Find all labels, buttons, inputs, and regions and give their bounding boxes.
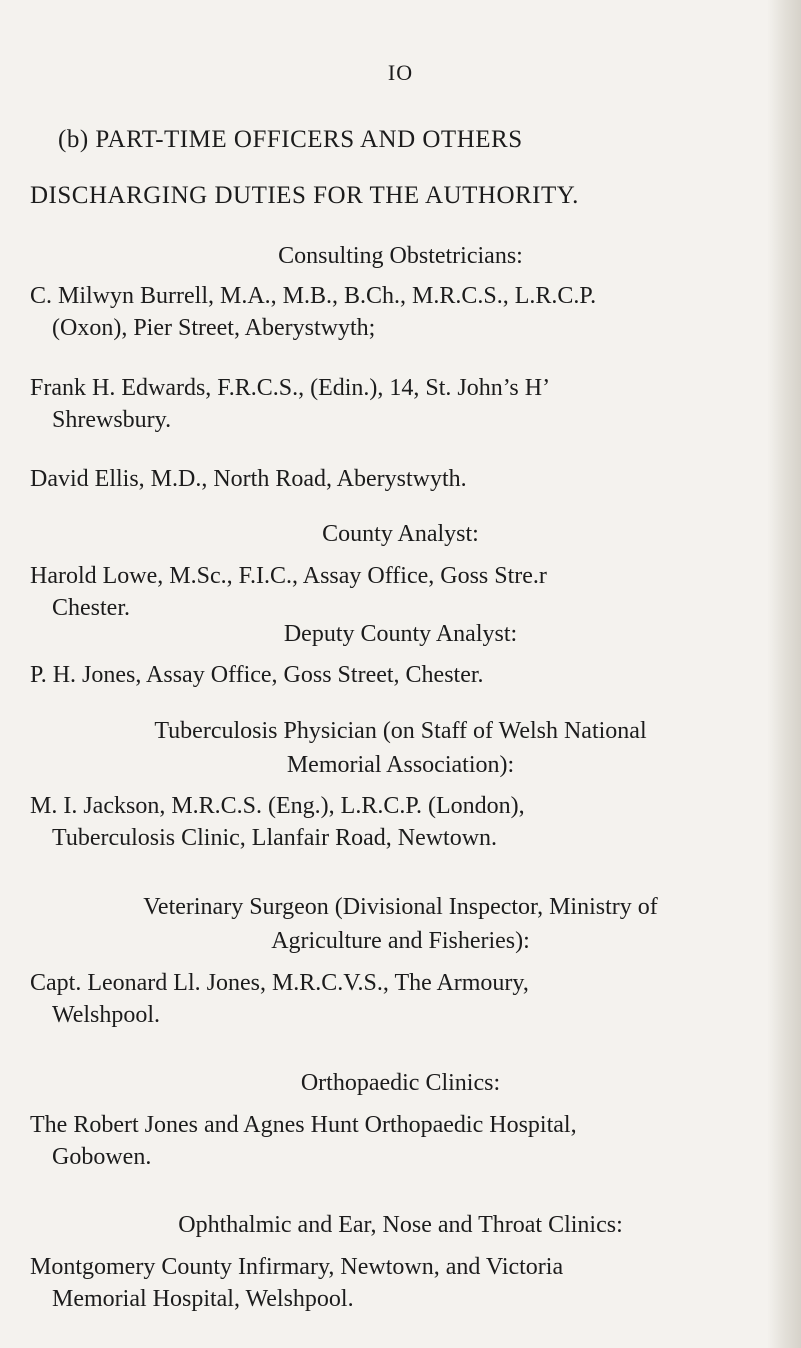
section-title-veterinary-surgeon: Veterinary Surgeon (Divisional Inspector, Ministry of — [143, 894, 658, 920]
section-title-tuberculosis-physician-line-2: Memorial Association): — [286, 752, 515, 778]
entry-line: C. Milwyn Burrell, M.A., M.B., B.Ch., M.R.C.S., L.R.C.P. — [30, 283, 597, 309]
heading-line-1: (b) PART-TIME OFFICERS AND OTHERS — [58, 126, 523, 153]
entry-line: Welshpool. — [52, 1002, 161, 1028]
entry-line: Tuberculosis Clinic, Llanfair Road, Newtown. — [52, 825, 498, 851]
entry-robert-jones-hospital — [30, 1112, 577, 1171]
page-number: IO — [387, 60, 414, 85]
entry-burrell — [30, 283, 765, 342]
section-title-deputy-county-analyst: Deputy County Analyst: — [283, 621, 518, 647]
entry-line: P. H. Jones, Assay Office, Goss Street, Chester. — [30, 662, 484, 688]
entry-line: Frank H. Edwards, F.R.C.S., (Edin.), 14, St. John’s H’ — [30, 375, 551, 401]
entry-line: Capt. Leonard Ll. Jones, M.R.C.V.S., The Armoury, — [30, 970, 529, 996]
heading-line-2: DISCHARGING DUTIES FOR THE AUTHORITY. — [30, 182, 579, 209]
section-title-consulting-obstetricians: Consulting Obstetricians: — [278, 243, 523, 269]
entry-line: M. I. Jackson, M.R.C.S. (Eng.), L.R.C.P. (London), — [30, 793, 525, 819]
entry-line: (Oxon), Pier Street, Aberystwyth; — [52, 315, 376, 341]
entry-edwards — [30, 375, 770, 434]
entry-montgomery-infirmary — [30, 1254, 563, 1313]
entry-line: Montgomery County Infirmary, Newtown, and Victoria — [30, 1254, 564, 1280]
entry-line: Chester. — [52, 595, 130, 621]
entry-line: David Ellis, M.D., North Road, Aberystwyth. — [30, 466, 467, 492]
entry-line: Memorial Hospital, Welshpool. — [52, 1286, 354, 1312]
entry-jones-leonard — [30, 970, 529, 1029]
section-title-tuberculosis-physician: Tuberculosis Physician (on Staff of Welsh National — [154, 718, 647, 744]
entry-jones-ph — [30, 662, 484, 689]
entry-lowe — [30, 563, 547, 622]
entry-line: Gobowen. — [52, 1144, 152, 1170]
section-title-orthopaedic-clinics: Orthopaedic Clinics: — [300, 1070, 501, 1096]
entry-line: Shrewsbury. — [52, 407, 172, 433]
section-title-veterinary-surgeon-line-2: Agriculture and Fisheries): — [271, 928, 530, 954]
entry-jackson — [30, 793, 525, 852]
section-title-ophthalmic-ent-clinics: Ophthalmic and Ear, Nose and Throat Clinics: — [178, 1212, 623, 1238]
entry-line: The Robert Jones and Agnes Hunt Orthopaedic Hospital, — [30, 1112, 577, 1138]
entry-ellis — [30, 466, 467, 493]
entry-line: Harold Lowe, M.Sc., F.I.C., Assay Office, Goss Stre.r — [30, 563, 547, 589]
section-title-county-analyst: County Analyst: — [322, 521, 479, 547]
